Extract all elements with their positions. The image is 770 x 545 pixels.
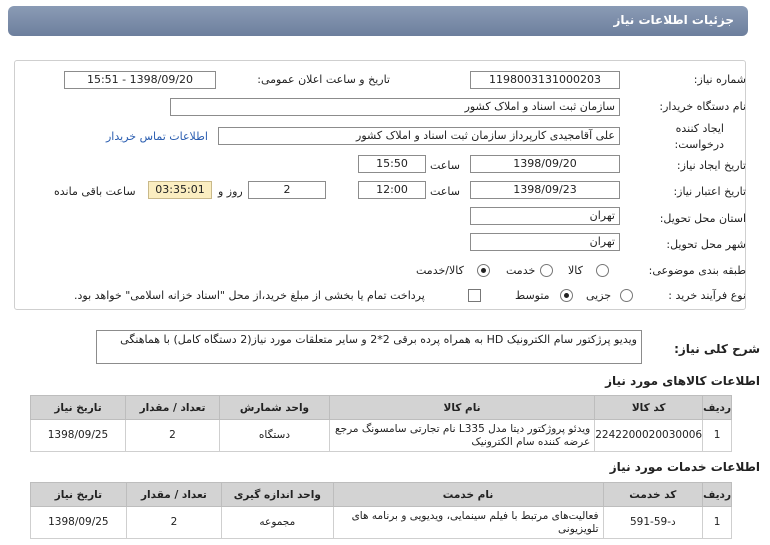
announce-datetime-field[interactable]: 1398/09/20 - 15:51 <box>64 71 216 89</box>
process-minor-label: جزیی <box>586 289 612 302</box>
treasury-payment-checkbox[interactable] <box>468 289 481 302</box>
created-time-field[interactable]: 15:50 <box>358 155 426 173</box>
announce-datetime-label: تاریخ و ساعت اعلان عمومی: <box>257 73 390 86</box>
need-number-field[interactable]: 1198003131000203 <box>470 71 620 89</box>
city-field[interactable]: تهران <box>470 233 620 251</box>
services-section-title: اطلاعات خدمات مورد نیاز <box>609 460 760 474</box>
services-row-index: 1 <box>703 507 732 539</box>
services-col-qty: تعداد / مقدار <box>126 483 221 507</box>
need-number-label: شماره نیاز: <box>693 73 746 86</box>
table-row[interactable] <box>31 507 732 539</box>
services-col-date: تاریخ نیاز <box>31 483 127 507</box>
table-row[interactable] <box>31 420 732 452</box>
buyer-contact-link[interactable]: اطلاعات تماس خریدار <box>106 130 208 143</box>
goods-col-unit: واحد شمارش <box>220 396 330 420</box>
goods-table-header <box>31 396 732 420</box>
services-col-row: ردیف <box>703 483 732 507</box>
remaining-time-label: ساعت باقی مانده <box>54 185 136 198</box>
creator-label-line2: درخواست: <box>674 138 724 151</box>
page-header <box>8 6 748 36</box>
goods-row-code: 2242200020030006 <box>595 420 703 452</box>
validity-time-field[interactable]: 12:00 <box>358 181 426 199</box>
validity-date-field[interactable]: 1398/09/23 <box>470 181 620 199</box>
services-table-header <box>31 483 732 507</box>
goods-section-title: اطلاعات کالاهای مورد نیاز <box>605 374 760 388</box>
page-title: جزئیات اطلاعات نیاز <box>613 13 734 27</box>
category-goods-service-label: کالا/خدمت <box>416 264 464 277</box>
goods-row-name: ویدئو پروژکتور دیتا مدل L335 نام تجارتی سامسونگ مرجع عرضه کننده سام الکترونیک <box>329 420 594 452</box>
created-date-label: تاریخ ایجاد نیاز: <box>676 159 746 172</box>
process-type-label: نوع فرآیند خرید : <box>668 289 746 302</box>
goods-col-qty: تعداد / مقدار <box>125 396 219 420</box>
services-col-unit: واحد اندازه گیری <box>222 483 333 507</box>
remaining-days-field[interactable]: 2 <box>248 181 326 199</box>
province-label: استان محل تحویل: <box>659 212 746 225</box>
buyer-field[interactable]: سازمان ثبت اسناد و املاک کشور <box>170 98 620 116</box>
services-row-name: فعالیت‌های مرتبط با فیلم سینمایی، ویدیویی و برنامه های تلویزیونی <box>333 507 603 539</box>
creator-field[interactable]: علی آقامجیدی کارپرداز سازمان ثبت اسناد و املاک کشور <box>218 127 620 145</box>
goods-col-row: ردیف <box>703 396 732 420</box>
goods-col-date: تاریخ نیاز <box>31 396 126 420</box>
goods-col-code: کد کالا <box>595 396 703 420</box>
goods-row-date: 1398/09/25 <box>31 420 126 452</box>
goods-col-name: نام کالا <box>329 396 594 420</box>
services-row-date: 1398/09/25 <box>31 507 127 539</box>
process-medium-radio[interactable] <box>560 289 573 302</box>
treasury-payment-note: پرداخت تمام یا بخشی از مبلغ خرید،از محل "اسناد خزانه اسلامی" خواهد بود. <box>74 289 425 302</box>
category-service-label: خدمت <box>506 264 536 277</box>
description-label: شرح کلی نیاز: <box>674 342 760 356</box>
goods-row-qty: 2 <box>125 420 219 452</box>
description-field[interactable]: ویدیو پرژکتور سام الکترونیک HD به همراه پرده برقی 2*2 و سایر متعلقات مورد نیاز(2 دستگاه کامل) با هماهنگی <box>96 330 642 364</box>
goods-row-index: 1 <box>703 420 732 452</box>
goods-table <box>30 395 732 452</box>
category-goods-label: کالا <box>568 264 583 277</box>
services-table <box>30 482 732 539</box>
buyer-label: نام دستگاه خریدار: <box>659 100 746 113</box>
category-goods-service-radio[interactable] <box>477 264 490 277</box>
category-goods-radio[interactable] <box>596 264 609 277</box>
created-time-label: ساعت <box>430 159 460 172</box>
services-col-code: کد خدمت <box>603 483 703 507</box>
process-minor-radio[interactable] <box>620 289 633 302</box>
category-label: طبقه بندی موضوعی: <box>648 264 746 277</box>
process-medium-label: متوسط <box>515 289 550 302</box>
creator-label-line1: ایجاد کننده <box>675 122 724 135</box>
validity-time-label: ساعت <box>430 185 460 198</box>
remaining-time-field: 03:35:01 <box>148 181 212 199</box>
services-col-name: نام خدمت <box>333 483 603 507</box>
category-service-radio[interactable] <box>540 264 553 277</box>
province-field[interactable]: تهران <box>470 207 620 225</box>
validity-date-label: تاریخ اعتبار نیاز: <box>673 185 746 198</box>
services-row-code: د-59-591 <box>603 507 703 539</box>
goods-row-unit: دستگاه <box>220 420 330 452</box>
city-label: شهر محل تحویل: <box>666 238 746 251</box>
services-row-qty: 2 <box>126 507 221 539</box>
created-date-field[interactable]: 1398/09/20 <box>470 155 620 173</box>
days-label: روز و <box>218 185 243 198</box>
services-row-unit: مجموعه <box>222 507 333 539</box>
